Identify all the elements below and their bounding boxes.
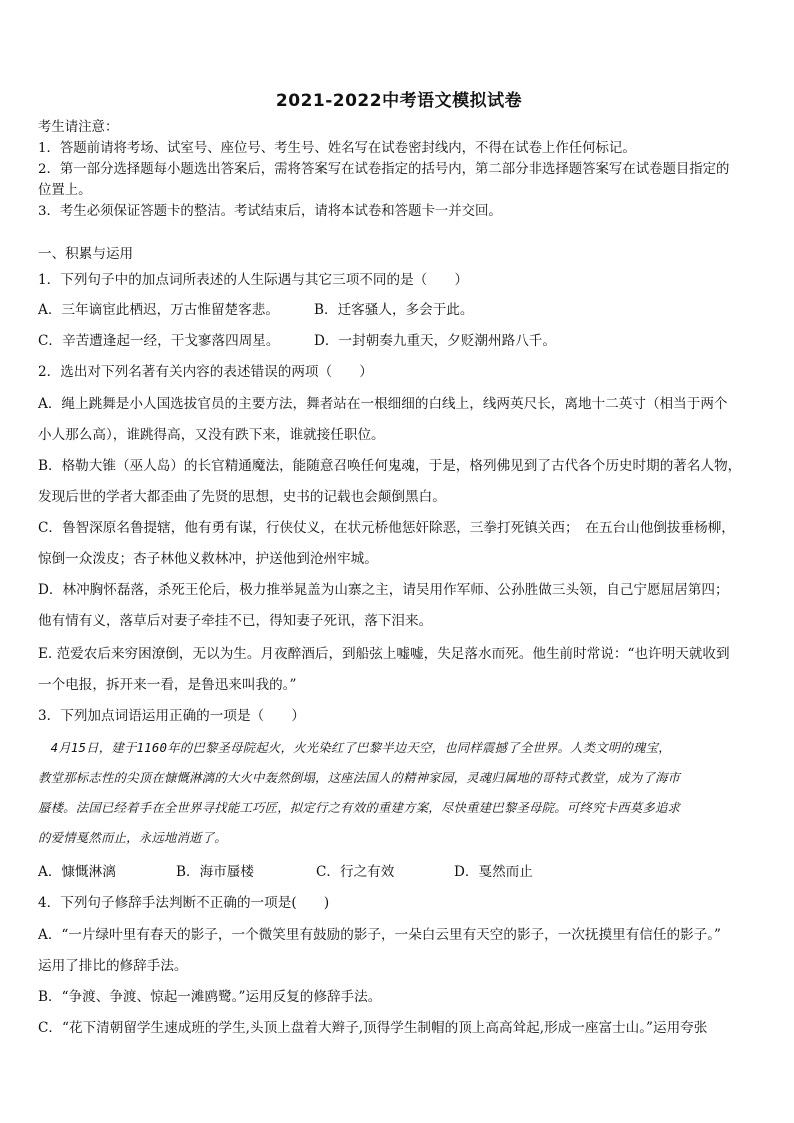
option-row [38, 332, 556, 350]
option-d: D．一封朝奏九重天，夕贬潮州路八千。 [314, 333, 556, 349]
question-stem: 4．下列句子修辞手法判断不正确的一项是( ) [38, 895, 330, 911]
option-row [38, 301, 474, 319]
paragraph-line: D．林冲胸怀磊落，杀死王伦后，极力推举晁盖为山寨之主，请吴用作军师、公孙胜做三头领，自己宁愿屈居第四； [38, 582, 729, 598]
paragraph-line: C．“花下清朝留学生速成班的学生,头顶上盘着大辫子,顶得学生制帽的顶上高高耸起,形成一座富士山。”运用夸张 [38, 1020, 708, 1036]
question-stem: 2．选出对下列名著有关内容的表述错误的两项（ ） [38, 364, 373, 380]
paragraph-line: 小人那么高），谁跳得高，又没有跌下来，谁就接任职位。 [38, 427, 385, 443]
notice-line: 1．答题前请将考场、试室号、座位号、考生号、姓名写在试卷密封线内，不得在试卷上作任何标记。 [38, 141, 636, 156]
paragraph-line: 一个电报，拆开来一看，是鲁迅来叫我的。” [38, 677, 297, 693]
paragraph-line: 惊倒一众泼皮；杏子林他义救林冲，护送他到沧州牢城。 [38, 551, 378, 567]
paragraph-line: B．格勒大锥（巫人岛）的长官精通魔法，能随意召唤任何鬼魂，于是，格列佛见到了古代各个历史时期的著名人物， [38, 458, 742, 474]
paragraph-line: 发现后世的学者大都歪曲了先贤的思想，史书的记载也会颠倒黑白。 [38, 489, 446, 505]
option-c: C．辛苦遭逢起一经，干戈寥落四周星。 [38, 333, 280, 349]
paragraph-line: B．“争渡、争渡、惊起一滩鸥鹭。”运用反复的修辞手法。 [38, 989, 382, 1005]
passage-line: 的爱情戛然而止，永远地消逝了。 [38, 830, 227, 845]
option-c: C．行之有效 [316, 864, 395, 880]
notice-line: 2．第一部分选择题每小题选出答案后，需将答案写在试卷指定的括号内，第二部分非选择题答案写在试卷题目指定的 [38, 162, 730, 177]
notice-line: 位置上。 [38, 183, 92, 198]
paragraph-line: A．“一片绿叶里有春天的影子，一个微笑里有鼓励的影子，一朵白云里有天空的影子，一次抚摸里有信任的影子。” [38, 927, 722, 943]
option-d: D．戛然而止 [454, 864, 533, 880]
paragraph-line: 运用了排比的修辞手法。 [38, 958, 188, 974]
notice-line: 3．考生必须保证答题卡的整洁。考试结束后，请将本试卷和答题卡一并交回。 [38, 204, 502, 219]
question-stem: 1．下列句子中的加点词所表述的人生际遇与其它三项不同的是（ ） [38, 272, 469, 288]
paragraph-line: A．绳上跳舞是小人国选拔官员的主要方法，舞者站在一根细细的白线上，线两英尺长，离地十二英寸（相当于两个 [38, 396, 728, 412]
page-title: 2021-2022中考语文模拟试卷 [275, 91, 523, 111]
passage-line: 蜃楼。法国已经着手在全世界寻找能工巧匠，拟定行之有效的重建方案，尽快重建巴黎圣母院。可终究卡西莫多追求 [38, 800, 681, 815]
option-a: A．三年谪宦此栖迟，万古惟留楚客悲。 [38, 302, 279, 318]
option-b: B．迁客骚人，多会于此。 [314, 302, 474, 318]
option-row [38, 863, 533, 881]
passage-line: 4月15日，建于1160年的巴黎圣母院起火，火光染红了巴黎半边天空，也同样震撼了全世界。人类文明的瑰宝， [38, 740, 671, 755]
option-b: B．海市蜃楼 [176, 864, 254, 880]
option-a: A．慷慨淋漓 [38, 864, 116, 880]
section-heading: 一、积累与运用 [38, 246, 134, 262]
notice-heading: 考生请注意： [38, 120, 119, 135]
paragraph-line: E. 范爱农后来穷困潦倒，无以为生。月夜醉酒后，到船弦上嘘嘘，失足落水而死。他生前时常说：“也许明天就收到 [38, 646, 730, 662]
question-stem: 3．下列加点词语运用正确的一项是（ ） [38, 708, 305, 724]
paragraph-line: C．鲁智深原名鲁提辖，他有勇有谋，行侠仗义，在状元桥他惩奸除恶，三拳打死镇关西； 在五台山他倒拔垂杨柳， [38, 520, 735, 536]
passage-line: 教堂那标志性的尖顶在慷慨淋漓的大火中轰然倒塌，这座法国人的精神家园，灵魂归属地的哥特式教堂，成为了海市 [38, 770, 681, 785]
paragraph-line: 他有情有义，落草后对妻子牵挂不已，得知妻子死讯，落下泪来。 [38, 613, 433, 629]
